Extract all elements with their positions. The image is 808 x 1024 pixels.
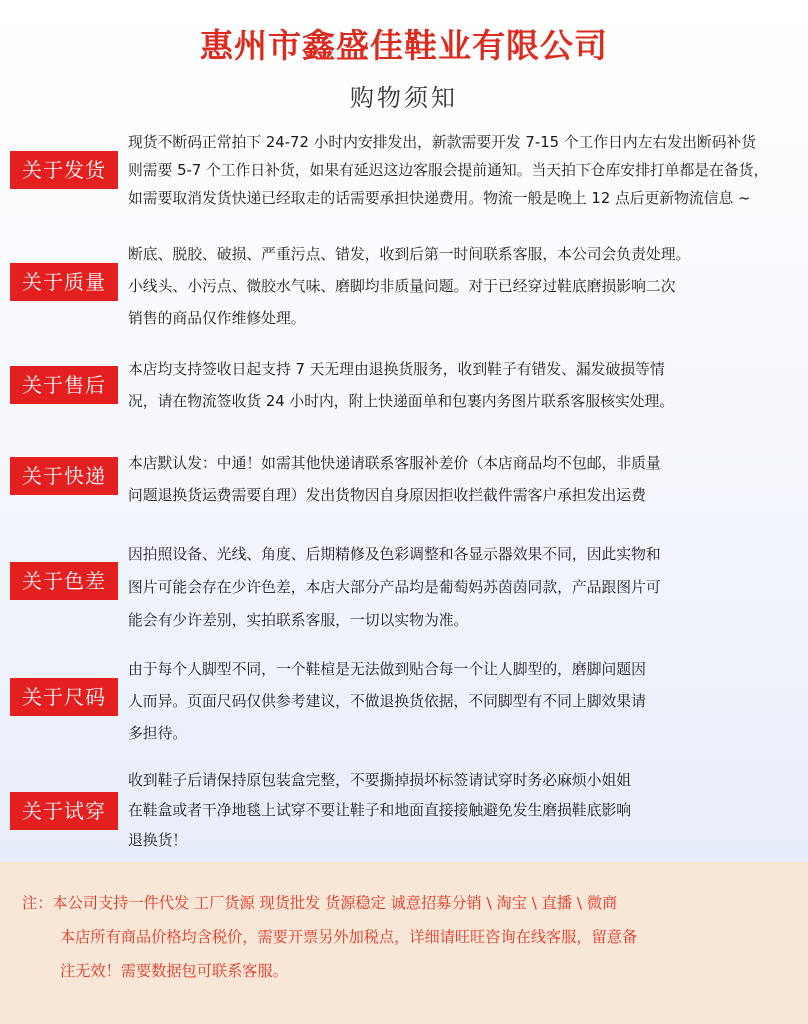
text-line: 现货不断码正常拍下 24-72 小时内安排发出，新款需要开发 7-15 个工作日内左右发出断码补货 <box>128 134 757 151</box>
text-line: 人而异。页面尺码仅供参考建议，不做退换货依据，不同脚型有不同上脚效果请 <box>128 693 646 710</box>
text-line: 问题退换货运费需要自理）发出货物因自身原因拒收拦截件需客户承担发出运费 <box>128 487 646 504</box>
section-tag-color-difference: 关于色差 <box>10 562 118 600</box>
text-line: 由于每个人脚型不同，一个鞋楦是无法做到贴合每一个让人脚型的，磨脚问题因 <box>128 661 646 678</box>
footer-line: 注：本公司支持一件代发 工厂货源 现货批发 货源稳定 诚意招募分销 \ 淘宝 \ 直播 \ 微商 <box>22 894 618 912</box>
text-line: 小线头、小污点、微胶水气味、磨脚均非质量问题。对于已经穿过鞋底磨损影响二次 <box>128 278 676 295</box>
header <box>0 0 808 120</box>
section-size <box>0 652 808 752</box>
text-line: 退换货！ <box>128 832 188 849</box>
text-line: 况，请在物流签收货 24 小时内，附上快递面单和包裹内务图片联系客服核实处理。 <box>128 393 675 410</box>
company-title: 惠州市鑫盛佳鞋业有限公司 <box>200 26 608 65</box>
footer-note <box>0 862 808 1024</box>
page-subtitle: 购物须知 <box>350 84 458 112</box>
section-tag-shipping: 关于发货 <box>10 151 118 189</box>
section-try-on <box>0 764 808 860</box>
section-after-sales <box>0 352 808 422</box>
text-line: 收到鞋子后请保持原包装盒完整，不要撕掉损坏标签请试穿时务必麻烦小姐姐 <box>128 772 632 789</box>
text-line: 本店均支持签收日起支持 7 天无理由退换货服务，收到鞋子有错发、漏发破损等情 <box>128 361 665 378</box>
section-body-after-sales <box>128 354 788 418</box>
section-body-try-on <box>128 766 788 856</box>
section-quality <box>0 236 808 336</box>
section-body-courier <box>128 448 788 512</box>
text-line: 断底、脱胶、破损、严重污点、错发，收到后第一时间联系客服，本公司会负责处理。 <box>128 246 691 263</box>
footer-line: 本店所有商品价格均含税价，需要开票另外加税点，详细请旺旺咨询在线客服，留意备 <box>60 928 638 946</box>
section-body-size <box>128 654 788 750</box>
section-body-shipping <box>128 129 788 213</box>
section-body-quality <box>128 239 788 335</box>
section-tag-after-sales: 关于售后 <box>10 366 118 404</box>
section-tag-courier: 关于快递 <box>10 457 118 495</box>
text-line: 销售的商品仅作维修处理。 <box>128 310 306 327</box>
section-tag-quality: 关于质量 <box>10 263 118 301</box>
footer-text <box>22 886 792 988</box>
text-line: 因拍照设备、光线、角度、后期精修及色彩调整和各显示器效果不同，因此实物和 <box>128 546 661 563</box>
section-color-difference <box>0 536 808 636</box>
section-shipping <box>0 125 808 215</box>
text-line: 如需要取消发货快递已经取走的话需要承担快递费用。物流一般是晚上 12 点后更新物流信息 ~ <box>128 190 751 207</box>
section-courier <box>0 446 808 516</box>
footer-line: 注无效！需要数据包可联系客服。 <box>60 962 288 980</box>
section-tag-try-on: 关于试穿 <box>10 792 118 830</box>
section-tag-size: 关于尺码 <box>10 678 118 716</box>
text-line: 图片可能会存在少许色差，本店大部分产品均是葡萄妈苏茵茵同款，产品跟图片可 <box>128 579 661 596</box>
text-line: 本店默认发：中通！如需其他快递请联系客服补差价（本店商品均不包邮，非质量 <box>128 455 661 472</box>
text-line: 能会有少许差别，实拍联系客服，一切以实物为准。 <box>128 612 469 629</box>
text-line: 在鞋盒或者干净地毯上试穿不要让鞋子和地面直接接触避免发生磨损鞋底影响 <box>128 802 632 819</box>
text-line: 则需要 5-7 个工作日补货，如果有延迟这边客服会提前通知。当天拍下仓库安排打单都是在备货， <box>128 162 769 179</box>
section-body-color-difference <box>128 538 788 637</box>
text-line: 多担待。 <box>128 725 188 742</box>
